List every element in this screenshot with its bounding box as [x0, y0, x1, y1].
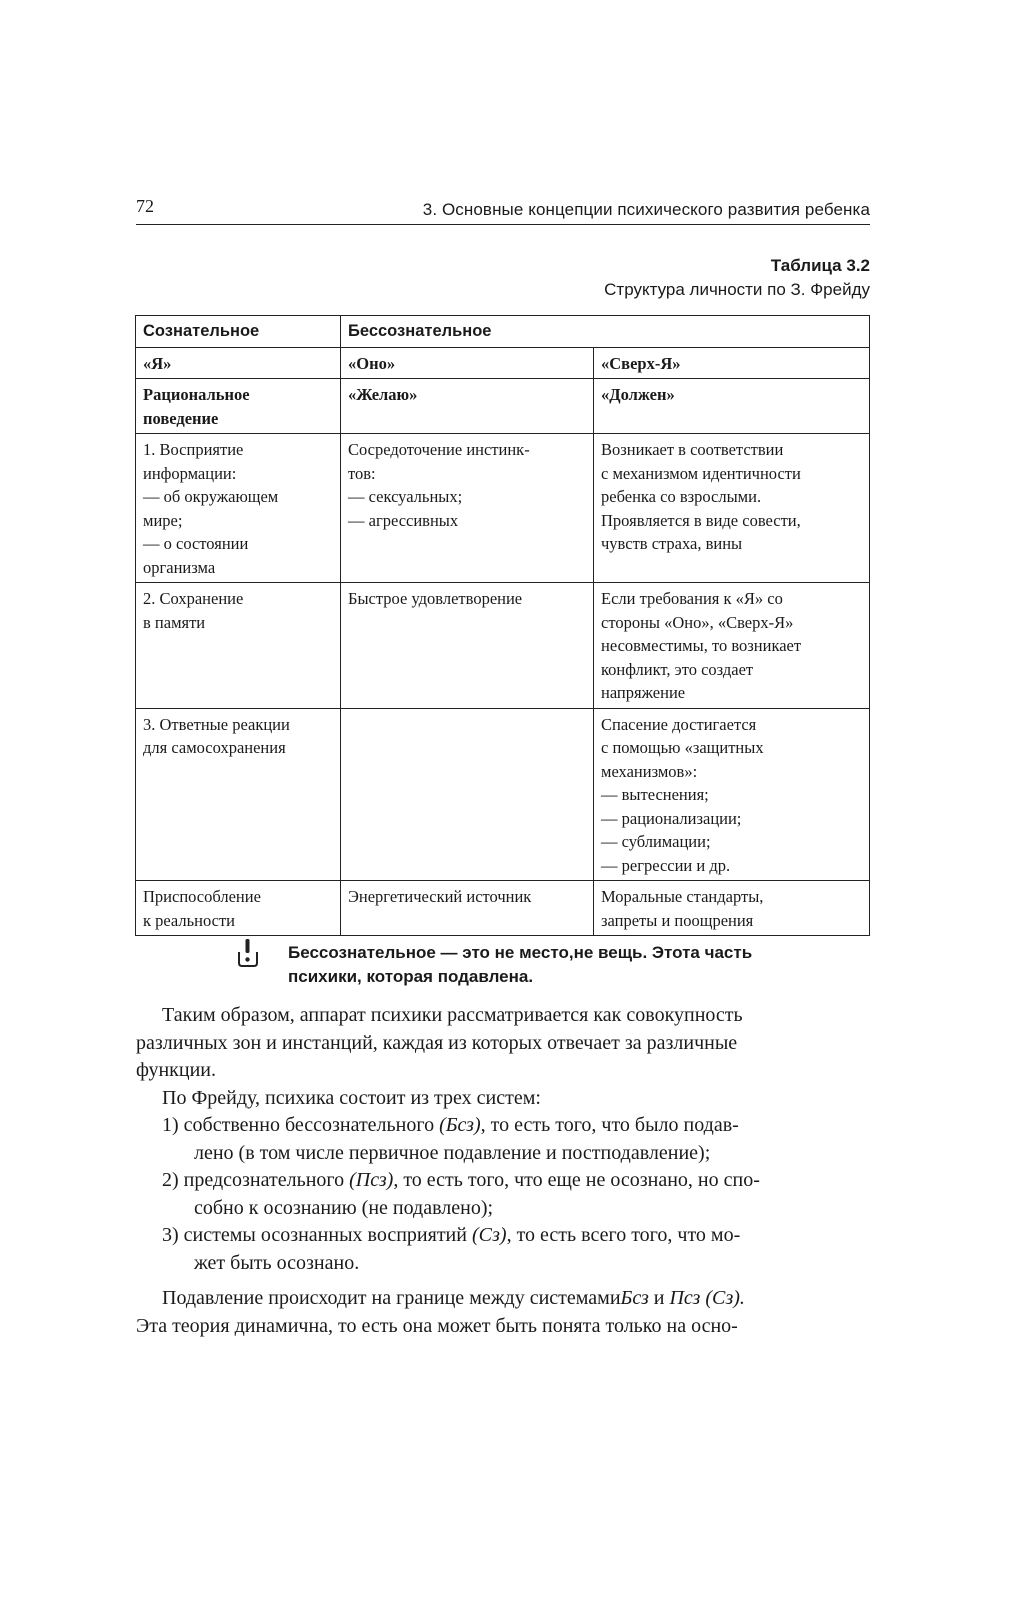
cell-line: с помощью «защитных	[601, 738, 764, 757]
cell-line: поведение	[143, 408, 219, 428]
cell-line: — об окружающем	[143, 487, 279, 506]
cell-line: Моральные стандарты,	[601, 887, 764, 906]
page-number: 72	[136, 196, 154, 216]
paragraph-line: различных зон и инстанций, каждая из которых отвечает за различные	[136, 1031, 738, 1054]
table-cell	[594, 379, 870, 434]
table-cell	[136, 708, 341, 881]
list-item-continuation: собно к осознанию (не подавлено);	[194, 1196, 494, 1219]
cell-line: Сосредоточение инстинк-	[348, 440, 530, 459]
list-item	[136, 1167, 876, 1195]
list-item	[136, 1222, 876, 1250]
cell-line: Энергетический источник	[348, 887, 532, 906]
callout-text	[288, 941, 752, 989]
cell-line: «Желаю»	[348, 385, 418, 404]
cell-line: в памяти	[143, 612, 206, 632]
list-item-continuation: жет быть осознано.	[194, 1251, 360, 1274]
cell-line: запреты и поощрения	[601, 910, 754, 930]
cell-line: несовместимы, то возникает	[601, 636, 802, 655]
table-row	[136, 316, 870, 348]
table-cell	[341, 708, 594, 881]
freud-personality-table	[135, 315, 870, 936]
table-cell: Сознательное	[136, 316, 341, 348]
table-cell: «Сверх-Я»	[594, 347, 870, 379]
cell-line: Спасение достигается	[601, 714, 757, 734]
table-cell	[594, 583, 870, 709]
table-row	[136, 347, 870, 379]
paragraph-line: По Фрейду, психика состоит из трех систем:	[162, 1086, 541, 1109]
table-cell	[594, 881, 870, 936]
abbreviation: (Псз)	[349, 1169, 394, 1191]
cell-line: для самосохранения	[143, 738, 286, 757]
paragraph-line	[136, 1285, 876, 1313]
table-cell	[341, 379, 594, 434]
cell-line: «Должен»	[601, 385, 675, 404]
table-cell: «Оно»	[341, 347, 594, 379]
cell-line: — рационализации;	[601, 808, 742, 828]
cell-line: Приспособление	[143, 887, 261, 906]
cell-line: Возникает в соответствии	[601, 440, 784, 459]
list-text: , то есть всего того, что мо-	[506, 1224, 741, 1246]
running-header	[136, 194, 870, 225]
table-cell	[594, 708, 870, 881]
cell-line: ребенка со взрослыми.	[601, 487, 762, 506]
abbreviation: (Бсз)	[439, 1114, 481, 1136]
table-cell	[136, 434, 341, 583]
cell-line: информации:	[143, 463, 237, 483]
cell-line: стороны «Оно», «Сверх-Я»	[601, 612, 794, 632]
list-item	[136, 1112, 876, 1140]
table-cell: Бессознательное	[341, 316, 870, 348]
list-text: , то есть того, что было подав-	[480, 1114, 739, 1136]
list-text: 1) собственно бессознательного	[162, 1114, 440, 1136]
cell-line: Проявляется в виде совести,	[601, 510, 801, 530]
table-cell	[136, 379, 341, 434]
table-row	[136, 881, 870, 936]
cell-line: 3. Ответные реакции	[143, 714, 290, 734]
cell-line: — сублимации;	[601, 832, 711, 851]
list-item-continuation: лено (в том числе первичное подавление и постподавление);	[194, 1141, 711, 1164]
paragraph-line: функции.	[136, 1059, 216, 1081]
table-cell	[594, 434, 870, 583]
cell-line: — регрессии и др.	[601, 855, 731, 875]
table-cell	[341, 583, 594, 709]
cell-line: Рациональное	[143, 385, 250, 404]
table-row	[136, 434, 870, 583]
cell-line: механизмов»:	[601, 761, 698, 781]
cell-line: — сексуальных;	[348, 487, 463, 506]
cell-line: — агрессивных	[348, 510, 459, 530]
cell-line: организма	[143, 557, 216, 577]
cell-line: — о состоянии	[143, 534, 249, 553]
cell-line: Быстрое удовлетворение	[348, 589, 523, 608]
cell-line: к реальности	[143, 910, 235, 930]
table-cell	[341, 881, 594, 936]
abbreviation: Псз (Сз).	[669, 1287, 745, 1309]
cell-line: 1. Восприятие	[143, 440, 244, 459]
list-text: 2) предсознательного	[162, 1169, 350, 1191]
table-row	[136, 583, 870, 709]
table-cell	[341, 434, 594, 583]
cell-line: с механизмом идентичности	[601, 463, 801, 483]
cell-line: 2. Сохранение	[143, 589, 244, 608]
list-text: , то есть того, что еще не осознано, но спо-	[393, 1169, 760, 1191]
running-title: 3. Основные концепции психического развития ребенка	[422, 200, 870, 219]
table-label: Таблица 3.2	[770, 256, 870, 275]
paragraph-line: Таким образом, аппарат психики рассматривается как совокупность	[162, 1004, 743, 1026]
callout-line: Бессознательное — это не место,не вещь. Этота часть	[288, 943, 753, 962]
table-row	[136, 379, 870, 434]
cell-line: конфликт, это создает	[601, 659, 754, 679]
cell-line: Если требования к «Я» со	[601, 589, 783, 608]
abbreviation: Бсз	[620, 1287, 649, 1309]
body-text	[136, 1002, 876, 1340]
table-title: Структура личности по З. Фрейду	[604, 280, 870, 299]
paragraph-line: Эта теория динамична, то есть она может быть понята только на осно-	[136, 1314, 738, 1337]
callout-line: психики, которая подавлена.	[288, 967, 534, 986]
list-text: 3) системы осознанных восприятий	[162, 1224, 472, 1246]
table-cell	[136, 881, 341, 936]
cell-line: тов:	[348, 463, 376, 483]
abbreviation: (Сз)	[471, 1224, 507, 1246]
table-row	[136, 708, 870, 881]
exclamation-hand-icon	[236, 938, 260, 968]
table-cell: «Я»	[136, 347, 341, 379]
cell-line: — вытеснения;	[601, 785, 709, 804]
cell-line: мире;	[143, 510, 183, 530]
paragraph-text: и	[648, 1287, 670, 1309]
paragraph-text: Подавление происходит на границе между системами	[162, 1287, 621, 1309]
table-cell	[136, 583, 341, 709]
cell-line: напряжение	[601, 683, 686, 702]
cell-line: чувств страха, вины	[601, 534, 743, 553]
paragraph-gap	[136, 1277, 876, 1285]
